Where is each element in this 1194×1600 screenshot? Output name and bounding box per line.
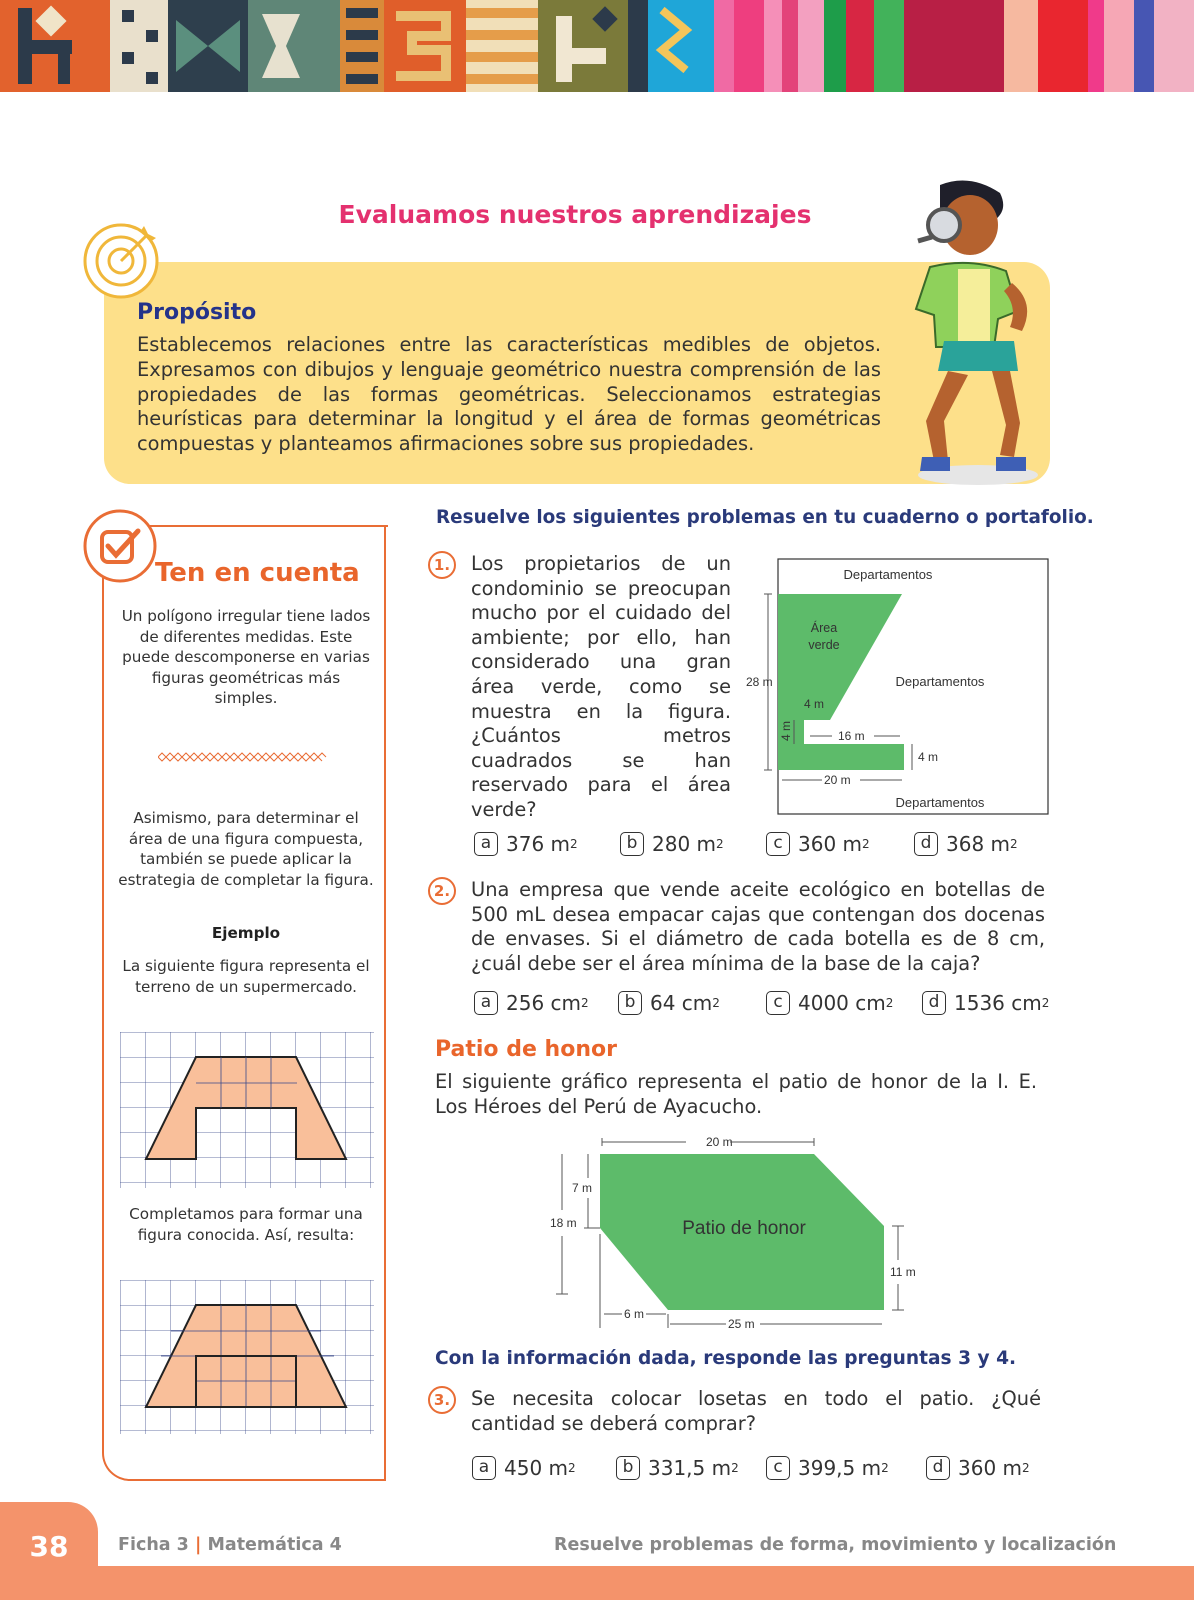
patio-label-7m: 7 m [572,1181,593,1195]
patio-label-25m: 25 m [728,1317,755,1331]
footer-bar [0,1566,1194,1600]
question-1-text: Los propietarios de un condominio se preocupan mucho por el cuidado del ambiente; por ello, han considerado una gran área verde, como se muestra en la figura. ¿Cuántos metros cuadrados se han reservado para el área verde? [471,552,731,821]
purpose-heading: Propósito [137,300,257,325]
question-2-text: Una empresa que vende aceite ecológico en botellas de 500 mL desea empacar cajas que contengan dos docenas de envases. Si el diámetro de cada botella es de 8 cm, ¿cuál debe ser el área mínima de la base de la caja? [471,878,1045,975]
q1-option-a[interactable]: a 376 m 2 [474,832,578,856]
page-number: 38 [29,1530,69,1563]
completed-grid-figure [120,1280,374,1434]
boy-with-magnifier-illustration [900,175,1050,495]
figure-label-right: Departamentos [895,674,985,689]
q2-option-b[interactable]: b 64 cm 2 [618,991,720,1015]
purpose-text: Establecemos relaciones entre las características medibles de objetos. Expresamos con dibujos y lenguaje geométrico nuestra comprensión de las propiedades de las formas geométricas. Seleccionamos estrategias heurísticas para determinar la longitud y el área de formas geométricas compuestas y planteamos afirmaciones sobre sus propiedades. [137,333,881,456]
figure-label-20m: 20 m [824,773,851,787]
q3-option-c[interactable]: c 399,5 m 2 [766,1456,889,1480]
figure-label-16m: 16 m [838,729,865,743]
tip-paragraph-4: Completamos para formar una figura conocida. Así, resulta: [129,1205,363,1244]
patio-text: El siguiente gráfico representa el patio de honor de la I. E. Los Héroes del Perú de Ayacucho. [435,1070,1037,1118]
figure-label-4m-a: 4 m [804,697,825,711]
figure-label-bottom: Departamentos [895,795,985,810]
instruction-heading-2: Con la información dada, responde las preguntas 3 y 4. [435,1348,1017,1369]
question-3-number: 3. [428,1386,456,1414]
example-label: Ejemplo [211,924,281,942]
patio-label-11m: 11 m [890,1265,916,1279]
figure-label-28m: 28 m [746,675,773,689]
tip-heading: Ten en cuenta [155,558,360,588]
target-icon [82,222,160,300]
question-2-number: 2. [428,877,456,905]
q3-option-b[interactable]: b 331,5 m 2 [616,1456,739,1480]
patio-heading: Patio de honor [435,1037,617,1062]
checkbox-icon [82,508,158,584]
q1-option-b[interactable]: b 280 m 2 [620,832,724,856]
tip-panel-top-border [150,525,388,527]
q2-option-a[interactable]: a 256 cm 2 [474,991,589,1015]
q1-option-d[interactable]: d 368 m 2 [914,832,1018,856]
patio-figure [546,1132,916,1334]
q3-option-a[interactable]: a 450 m 2 [472,1456,576,1480]
q2-option-d[interactable]: d 1536 cm 2 [922,991,1049,1015]
footer-ficha: Ficha 3 | Matemática 4 [118,1535,342,1555]
q2-option-c[interactable]: c 4000 cm 2 [766,991,893,1015]
figure-label-4m-c: 4 m [918,750,939,764]
tip-paragraph-1: Un polígono irregular tiene lados de diferentes medidas. Este puede descomponerse en varias figuras geométricas más simples. [121,607,371,708]
tip-paragraph-3: La siguiente figura representa el terreno de un supermercado. [122,957,370,996]
figure-label-green: Área verde [808,621,840,652]
condominium-figure [742,558,1050,816]
question-3-text: Se necesita colocar losetas en todo el patio. ¿Qué cantidad se deberá comprar? [471,1387,1041,1435]
question-1-number: 1. [428,551,456,579]
q3-option-d[interactable]: d 360 m 2 [926,1456,1030,1480]
patio-label-18m: 18 m [550,1216,577,1230]
footer-competency: Resuelve problemas de forma, movimiento y localización [554,1535,1117,1555]
q1-option-c[interactable]: c 360 m 2 [766,832,870,856]
zigzag-divider [158,752,330,762]
tip-paragraph-2: Asimismo, para determinar el área de una figura compuesta, también se puede aplicar la estrategia de completar la figura. [118,809,374,889]
decorative-banner [0,0,1194,92]
textile-pattern-image [0,0,1194,92]
instruction-heading: Resuelve los siguientes problemas en tu cuaderno o portafolio. [436,507,1094,528]
patio-label-20m: 20 m [706,1135,733,1149]
patio-label-6m: 6 m [624,1307,645,1321]
figure-label-4m-b: 4 m [779,720,793,741]
page-title: Evaluamos nuestros aprendizajes [338,200,812,229]
supermarket-grid-figure [120,1032,374,1188]
figure-label-top: Departamentos [843,567,933,582]
patio-figure-label: Patio de honor [682,1218,806,1239]
